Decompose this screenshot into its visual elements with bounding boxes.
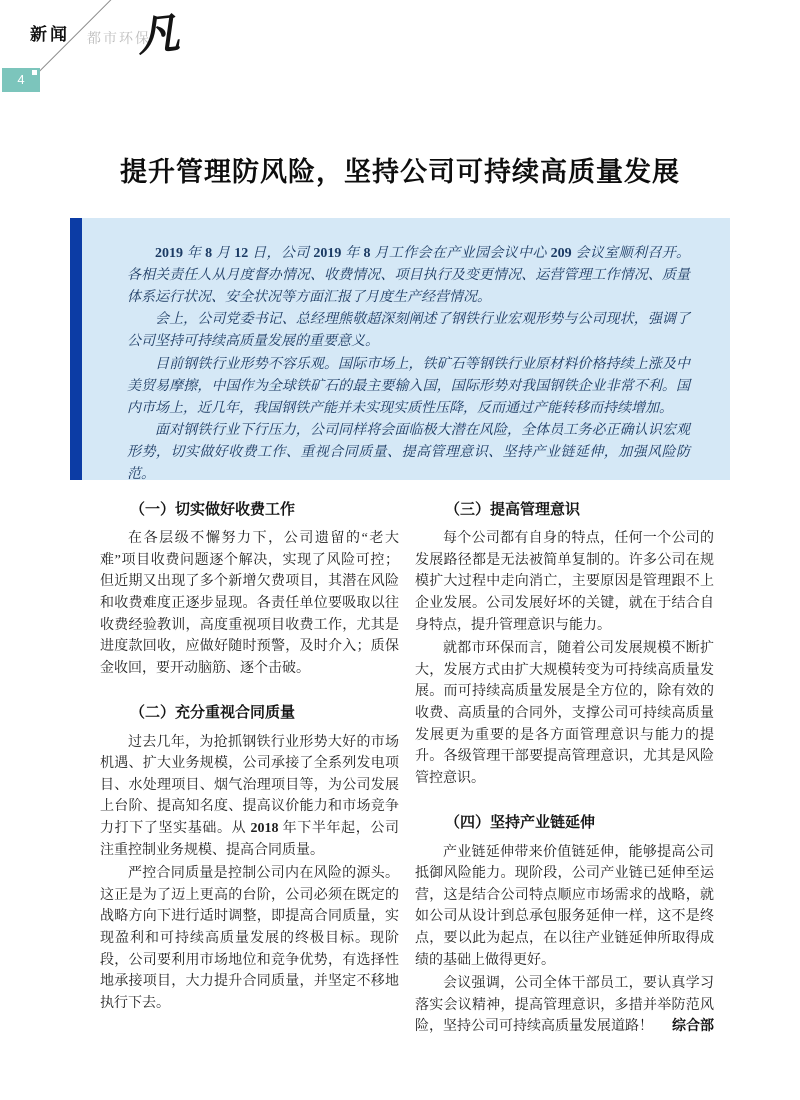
closing-paragraph	[415, 973, 714, 1038]
intro-content	[70, 218, 730, 480]
brand-name: 都市环保	[87, 30, 151, 46]
section-2	[100, 703, 399, 1014]
section-4	[415, 813, 714, 1038]
intro-summary-box	[70, 218, 730, 480]
section-heading: （一）切实做好收费工作	[130, 501, 296, 518]
section-paragraph: 产业链延伸带来价值链延伸，能够提高公司抵御风险能力。现阶段，公司产业链已延伸至运营，这是结合公司特点顺应市场需求的战略，就如公司从设计到总承包服务延伸一样，这不是终点，要以此为起点，在以往产业链延伸所取得成绩的基础上做得更好。	[415, 844, 714, 968]
section-heading: （三）提高管理意识	[445, 501, 581, 518]
section-paragraph: 每个公司都有自身的特点，任何一个公司的发展路径都是无法被简单复制的。许多公司在规模扩大过程中走向消亡，主要原因是管理跟不上企业发展。公司发展好坏的关键，就在于结合自身特点，提升管理意识与能力。	[415, 531, 714, 633]
intro-paragraph: 2019 年 8 月 12 日，公司 2019 年 8 月工作会在产业园会议中心 209 会议室顺利召开。各相关责任人从月度督办情况、收费情况、项目执行及变更情况、运营管理工作情况、质量体系运行状况、安全状况等方面汇报了月度生产经营情况。	[127, 246, 691, 305]
section-paragraph: 过去几年，为抢抓钢铁行业形势大好的市场机遇、扩大业务规模，公司承接了全系列发电项目、水处理项目、烟气治理项目等，为公司发展上台阶、提高知名度、提高议价能力和市场竞争力打下了坚实基础。从 2018 年下半年起，公司注重控制业务规模、提高合同质量。	[100, 734, 400, 858]
column-left	[100, 500, 399, 1040]
intro-paragraph: 面对钢铁行业下行压力，公司同样将会面临极大潜在风险，全体员工务必正确认识宏观形势，切实做好收费工作、重视合同质量、提高管理意识、坚持产业链延伸，加强风险防范。	[127, 423, 690, 482]
article-columns	[100, 500, 714, 1040]
section-paragraph: 就都市环保而言，随着公司发展规模不断扩大，发展方式由扩大规模转变为可持续高质量发展。而可持续高质量发展是全方位的，除有效的收费、高质量的合同外，支撑公司可持续高质量发展更为重要的是各方面管理意识与能力的提升。各级管理干部要提高管理意识，尤其是风险管控意识。	[415, 641, 714, 786]
intro-paragraph: 目前钢铁行业形势不容乐观。国际市场上，铁矿石等钢铁行业原材料价格持续上涨及中美贸易摩擦，中国作为全球铁矿石的最主要输入国，国际形势对我国钢铁企业非常不利。国内市场上，近几年，我国钢铁产能并未实现实质性压降，反而通过产能转移而持续增加。	[127, 356, 690, 416]
section-paragraph: 严控合同质量是控制公司内在风险的源头。这正是为了迈上更高的台阶，公司必须在既定的战略方向下进行适时调整，即提高合同质量，实现盈利和可持续高质量发展的终极目标。现阶段，公司要利用市场地位和竞争优势，有选择性地承接项目，大力提升合同质量，并坚定不移地执行下去。	[100, 866, 399, 1011]
brand-calligraphy-logo-icon: 凡	[134, 7, 182, 62]
section-heading: （四）坚持产业链延伸	[445, 814, 596, 832]
byline: 综合部	[672, 1017, 714, 1034]
section-1	[100, 500, 399, 679]
column-right	[415, 500, 714, 1040]
page-number-badge: 4	[2, 68, 40, 92]
section-paragraph: 在各层级不懈努力下，公司遗留的“老大难”项目收费问题逐个解决，实现了风险可控；但近期又出现了多个新增欠费项目，其潜在风险和收费难度正逐步显现。各责任单位要吸取以往收费经验教训，高度重视项目收费工作，尤其是进度款回收，应做好随时预警，及时介入；质保金收回，要开动脑筋、逐个击破。	[100, 531, 399, 676]
section-3	[415, 500, 714, 789]
intro-paragraph: 会上，公司党委书记、总经理熊敬超深刻阐述了钢铁行业宏观形势与公司现状，强调了公司坚持可持续高质量发展的重要意义。	[127, 312, 690, 350]
section-label: 新闻	[30, 25, 70, 44]
section-heading: （二）充分重视合同质量	[130, 704, 296, 722]
closing-text: 会议强调，公司全体干部员工，要认真学习落实会议精神，提高管理意识，多措并举防范风险，坚持公司可持续高质量发展道路！	[415, 976, 714, 1035]
article-title: 提升管理防风险，坚持公司可持续高质量发展	[120, 157, 680, 187]
